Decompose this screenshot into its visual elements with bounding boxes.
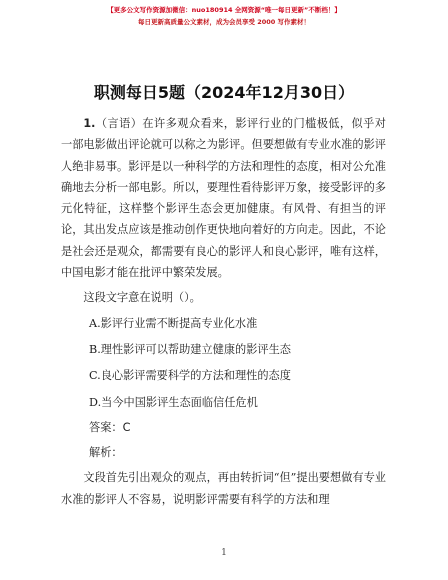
question-block bbox=[61, 113, 386, 510]
banner-line-1: 【更多公文写作资源加微信：nuo180914 全网资源“唯一每日更新”不断档！】 bbox=[107, 6, 341, 14]
option-a: A.影评行业需不断提高专业化水准 bbox=[89, 316, 258, 330]
question-stem: 这段文字意在说明（）。 bbox=[83, 291, 201, 305]
banner-line-2: 每日更新高质量公文素材，成为会员享受 2000 写作素材！ bbox=[137, 18, 311, 26]
page-number: 1 bbox=[221, 548, 227, 558]
header-banner bbox=[0, 4, 448, 28]
question-text: （言语）在许多观众看来，影评行业的门槛极低，似乎对一部电影做出评论就可以称之为影评。但要想做有专业水准的影评人绝非易事。影评是以一种科学的方法和理性的态度，相对公允准确地去分析一部电影。所以，要理性看待影评万象，接受影评的多元化特征，这样整个影评生态会更加健康。有风骨、有担当的评论，其出发点应该是推动创作更快地向着好的方向走。因此，不论是社会还是观众，都需要有良心的影评人和良心影评，唯有这样，中国电影才能在批评中繁荣发展。 bbox=[61, 117, 386, 280]
page-title: 职测每日5题（2024年12月30日） bbox=[93, 83, 355, 102]
option-d: D.当今中国影评生态面临信任危机 bbox=[89, 395, 258, 409]
question-passage bbox=[61, 113, 386, 283]
answer: 答案：C bbox=[89, 420, 131, 434]
analysis-label: 解析： bbox=[89, 446, 123, 460]
question-number: 1. bbox=[83, 117, 96, 130]
analysis-text: 文段首先引出观众的观点，再由转折词“但”提出要想做有专业水准的影评人不容易，说明影评需要有科学的方法和理 bbox=[61, 471, 386, 506]
option-c: C.良心影评需要科学的方法和理性的态度 bbox=[89, 369, 291, 383]
option-b: B.理性影评可以帮助建立健康的影评生态 bbox=[89, 342, 291, 356]
